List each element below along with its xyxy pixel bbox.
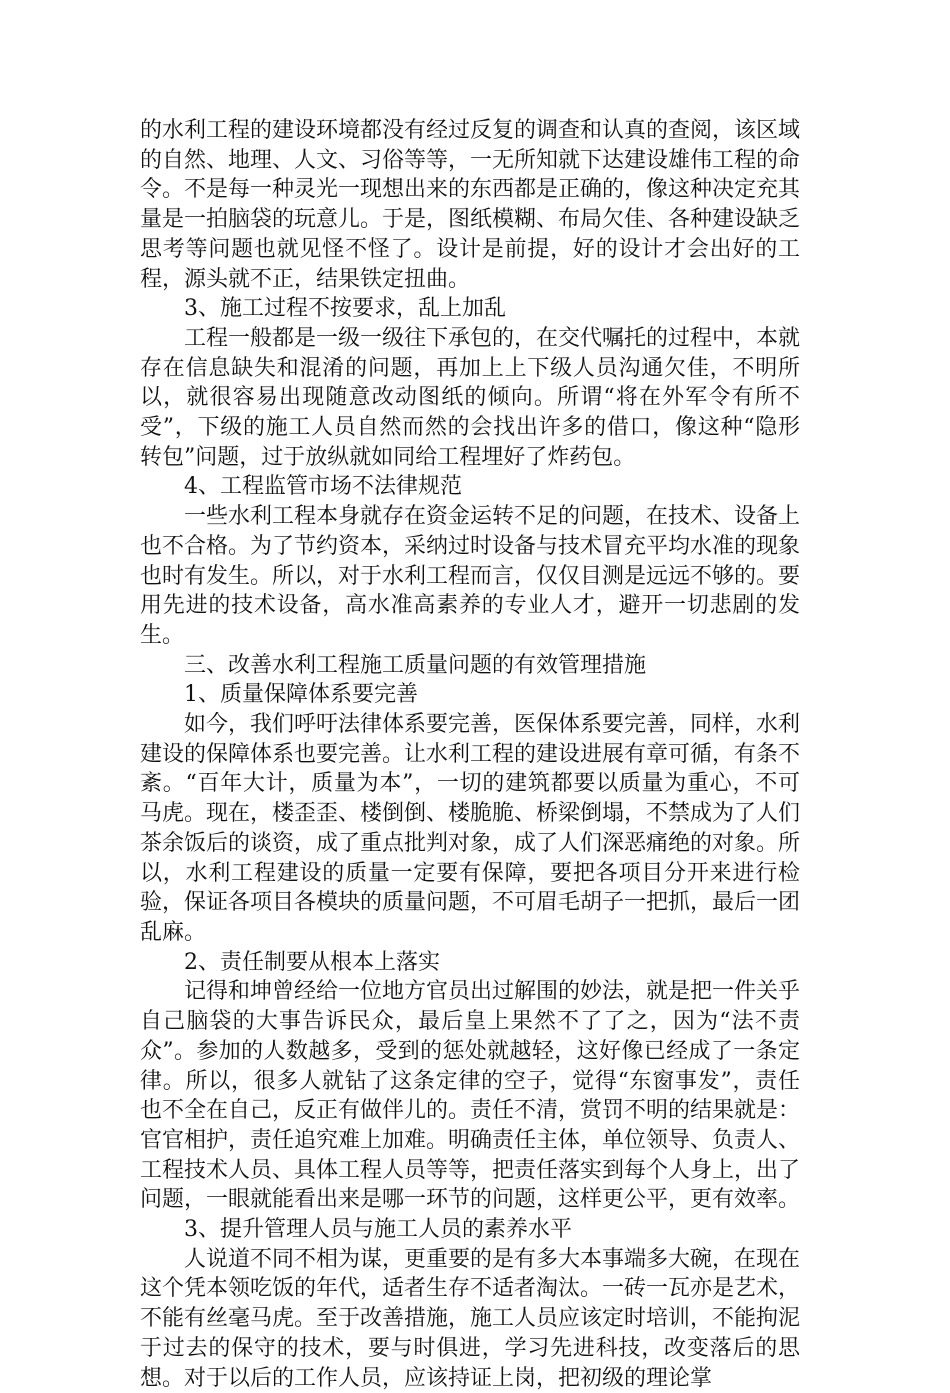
document-body [140, 116, 800, 1393]
chapter-heading-management-measures: 三、改善水利工程施工质量问题的有效管理措施 [184, 652, 647, 678]
section-heading-staff-quality: 3、提升管理人员与施工人员的素养水平 [184, 1217, 572, 1243]
section-heading-responsibility: 2、责任制要从根本上落实 [184, 949, 440, 975]
section-heading-construction-process: 3、施工过程不按要求，乱上加乱 [184, 296, 506, 322]
paragraph-staff-quality: 人说道不同不相为谋，更重要的是有多大本事端多大碗，在现在这个凭本领吃饭的年代，适者生存不适者淘汰。一砖一瓦亦是艺术，不能有丝毫马虎。至于改善措施，施工人员应该定时培训，不能拘泥于过去的保守的技术，要与时俱进，学习先进科技，改变落后的思想。对于以后的工作人员，应该持证上岗，把初级的理论掌 [140, 1246, 801, 1391]
section-heading-quality-assurance: 1、质量保障体系要完善 [184, 682, 418, 708]
paragraph-continued: 的水利工程的建设环境都没有经过反复的调查和认真的查阅，该区域的自然、地理、人文、习俗等等，一无所知就下达建设雄伟工程的命令。不是每一种灵光一现想出来的东西都是正确的，像这种决定充其量是一拍脑袋的玩意儿。于是，图纸模糊、布局欠佳、各种建设缺乏思考等问题也就见怪不怪了。设计是前提，好的设计才会出好的工程，源头就不正，结果铁定扭曲。 [140, 118, 801, 292]
paragraph-quality-assurance: 如今，我们呼吁法律体系要完善，医保体系要完善，同样，水利建设的保障体系也要完善。让水利工程的建设进展有章可循，有条不紊。“百年大计，质量为本”，一切的建筑都要以质量为重心，不可马虎。现在，楼歪歪、楼倒倒、楼脆脆、桥梁倒塌，不禁成为了人们茶余饭后的谈资，成了重点批判对象，成了人们深恶痛绝的对象。所以，水利工程建设的质量一定要有保障，要把各项目分开来进行检验，保证各项目各模块的质量问题，不可眉毛胡子一把抓，最后一团乱麻。 [140, 712, 801, 945]
section-heading-supervision-market: 4、工程监管市场不法律规范 [184, 474, 462, 500]
paragraph-supervision-market: 一些水利工程本身就存在资金运转不足的问题，在技术、设备上也不合格。为了节约资本，采纳过时设备与技术冒充平均水准的现象也时有发生。所以，对于水利工程而言，仅仅目测是远远不够的。要用先进的技术设备，高水准高素养的专业人才，避开一切悲剧的发生。 [140, 504, 801, 648]
paragraph-responsibility: 记得和坤曾经给一位地方官员出过解围的妙法，就是把一件关乎自己脑袋的大事告诉民众，最后皇上果然不了了之，因为“法不责众”。参加的人数越多，受到的惩处就越轻，这好像已经成了一条定律。所以，很多人就钻了这条定律的空子，觉得“东窗事发”，责任也不全在自己，反正有做伴儿的。责任不清，赏罚不明的结果就是：官官相护，责任追究难上加难。明确责任主体，单位领导、负责人、工程技术人员、具体工程人员等等，把责任落实到每个人身上，出了问题，一眼就能看出来是哪一环节的问题，这样更公平，更有效率。 [140, 979, 801, 1213]
paragraph-construction-process: 工程一般都是一级一级往下承包的，在交代嘱托的过程中，本就存在信息缺失和混淆的问题，再加上上下级人员沟通欠佳，不明所以，就很容易出现随意改动图纸的倾向。所谓“将在外军令有所不受”，下级的施工人员自然而然的会找出许多的借口，像这种“隐形转包”问题，过于放纵就如同给工程埋好了炸药包。 [140, 325, 801, 470]
